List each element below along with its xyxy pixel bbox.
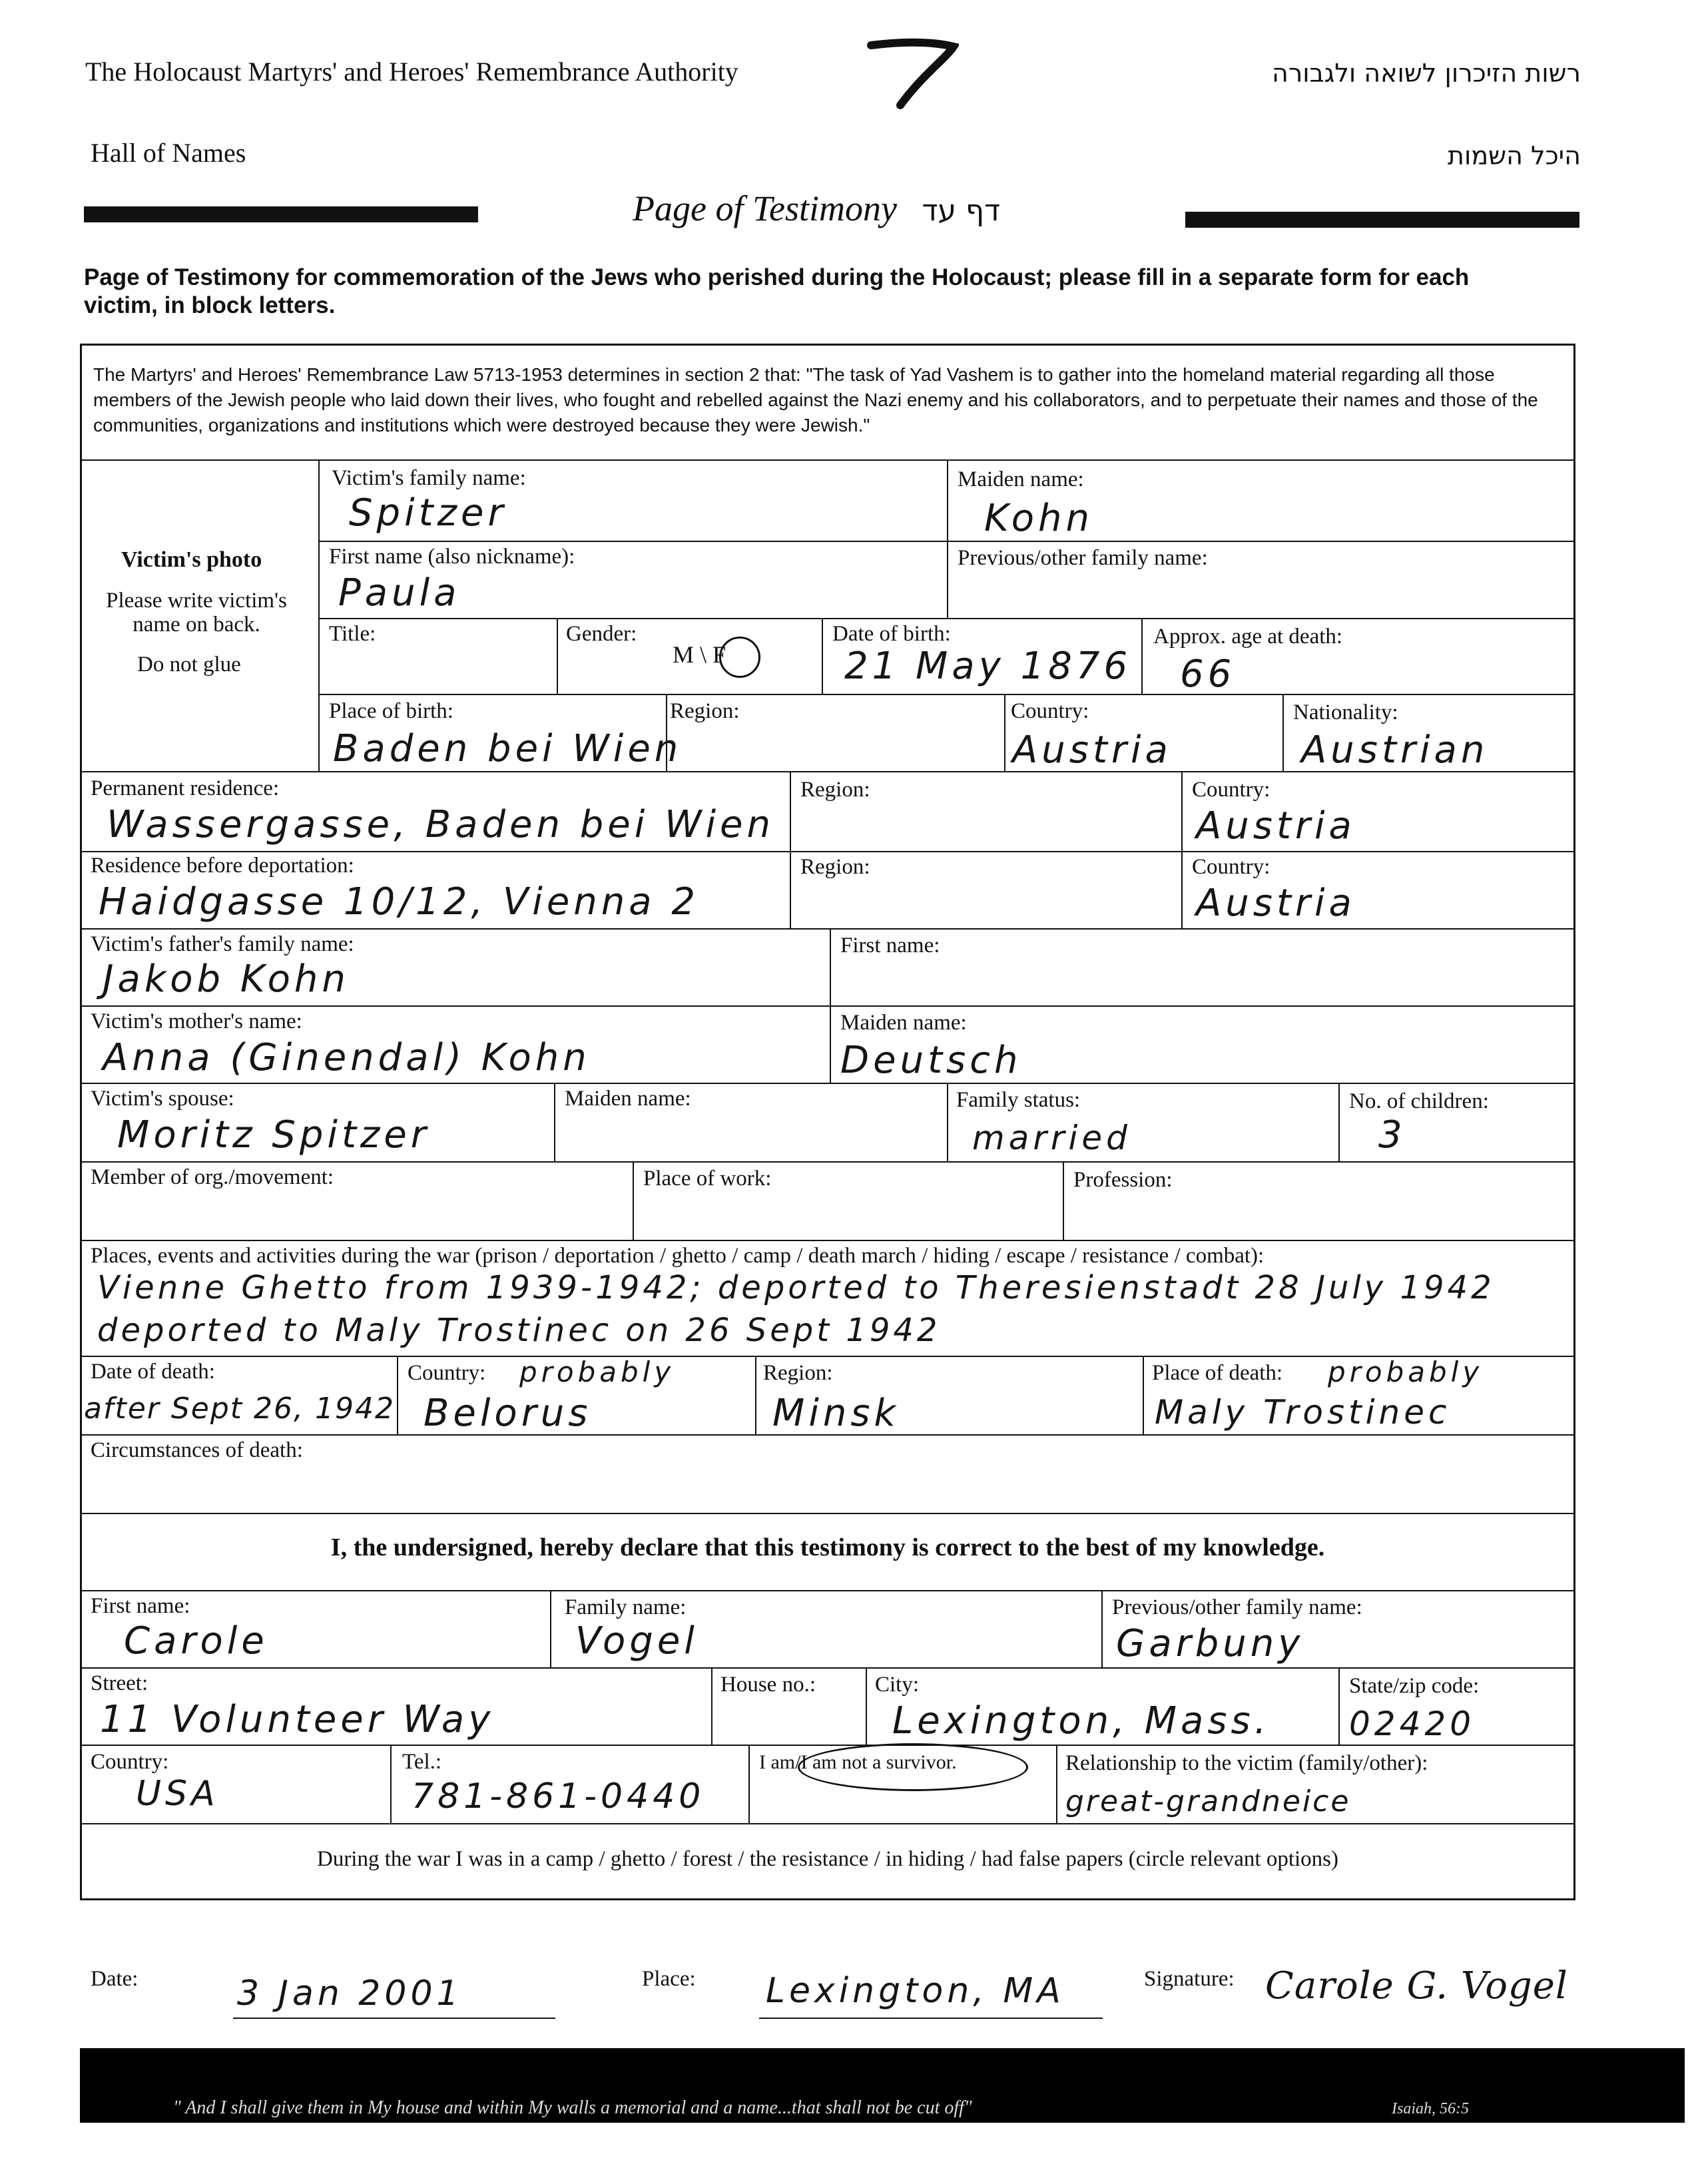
mother-maiden-label: Maiden name: bbox=[840, 1011, 967, 1035]
submitter-family-name-value[interactable]: Vogel bbox=[575, 1619, 699, 1663]
death-region-value[interactable]: Minsk bbox=[772, 1392, 900, 1435]
title-label: Title: bbox=[329, 622, 376, 646]
gender-options[interactable]: M \ F bbox=[673, 641, 726, 668]
telephone-value[interactable]: 781-861-0440 bbox=[412, 1776, 705, 1816]
photo-heading: Victim's photo bbox=[121, 547, 262, 572]
page-title-english: Page of Testimony bbox=[633, 188, 897, 228]
circumstances-label: Circumstances of death: bbox=[91, 1438, 303, 1462]
relationship-value[interactable]: great-grandneice bbox=[1065, 1784, 1351, 1818]
survivor-status[interactable]: I am/I am not a survivor. bbox=[759, 1751, 957, 1773]
residence-before-label: Residence before deportation: bbox=[91, 854, 354, 878]
signoff-date-value[interactable]: 3 Jan 2001 bbox=[237, 1974, 463, 2014]
footer-quote-source: Isaiah, 56:5 bbox=[1392, 2100, 1469, 2117]
place-of-work-label: Place of work: bbox=[643, 1167, 772, 1191]
street-value[interactable]: 11 Volunteer Way bbox=[100, 1698, 495, 1741]
first-name-value[interactable]: Paula bbox=[338, 571, 461, 615]
date-of-death-label: Date of death: bbox=[91, 1360, 215, 1384]
signoff-place-value[interactable]: Lexington, MA bbox=[766, 1971, 1065, 2011]
mother-value[interactable]: Anna (Ginendal) Kohn bbox=[103, 1036, 591, 1079]
death-place-note: probably bbox=[1328, 1356, 1484, 1388]
pob-value[interactable]: Baden bei Wien bbox=[333, 727, 683, 770]
maiden-name-label: Maiden name: bbox=[958, 467, 1084, 491]
city-value[interactable]: Lexington, Mass. bbox=[892, 1699, 1270, 1743]
relationship-label: Relationship to the victim (family/other): bbox=[1065, 1751, 1428, 1775]
children-label: No. of children: bbox=[1349, 1089, 1489, 1113]
telephone-label: Tel.: bbox=[402, 1750, 442, 1774]
signature[interactable]: Carole G. Vogel bbox=[1265, 1964, 1568, 2008]
date-underline bbox=[233, 2018, 555, 2019]
maiden-name-value[interactable]: Kohn bbox=[984, 497, 1093, 540]
birth-country-value[interactable]: Austria bbox=[1012, 728, 1172, 772]
dob-value[interactable]: 21 May 1876 bbox=[844, 645, 1132, 688]
submitter-first-name-value[interactable]: Carole bbox=[124, 1619, 268, 1663]
not-survivor-circle bbox=[798, 1743, 1028, 1791]
hall-of-names-english: Hall of Names bbox=[91, 138, 246, 168]
date-of-death-value[interactable]: after Sept 26, 1942 bbox=[84, 1392, 395, 1426]
gender-female-circle bbox=[719, 637, 760, 678]
org-name-english: The Holocaust Martyrs' and Heroes' Remembrance Authority bbox=[85, 57, 738, 87]
death-country-value[interactable]: Belorus bbox=[424, 1392, 592, 1435]
declaration-text: I, the undersigned, hereby declare that this testimony is correct to the best of my knowledge. bbox=[330, 1533, 1325, 1561]
perm-country-label: Country: bbox=[1192, 778, 1270, 802]
spouse-value[interactable]: Moritz Spitzer bbox=[117, 1113, 430, 1157]
form-intro: Page of Testimony for commemoration of the Jews who perished during the Holocaust; please fill in a separate form for each victim, in block letters. bbox=[84, 264, 1470, 318]
res-region-label: Region: bbox=[800, 855, 870, 879]
profession-label: Profession: bbox=[1073, 1168, 1173, 1192]
signoff-place-label: Place: bbox=[642, 1967, 696, 1991]
state-zip-value[interactable]: 02420 bbox=[1349, 1705, 1476, 1743]
previous-name-label: Previous/other family name: bbox=[958, 546, 1208, 570]
nationality-value[interactable]: Austrian bbox=[1301, 728, 1489, 772]
father-label: Victim's father's family name: bbox=[91, 932, 354, 956]
permanent-residence-value[interactable]: Wassergasse, Baden bei Wien bbox=[107, 803, 774, 846]
first-name-label: First name (also nickname): bbox=[329, 545, 575, 569]
footer-quote: " And I shall give them in My house and within My walls a memorial and a name...that shall not be cut off" bbox=[173, 2097, 972, 2118]
page-title bbox=[633, 188, 1000, 229]
org-name-hebrew: רשות הזיכרון לשואה ולגבורה bbox=[1272, 59, 1581, 88]
spouse-label: Victim's spouse: bbox=[91, 1087, 234, 1111]
family-name-value[interactable]: Spitzer bbox=[349, 491, 507, 535]
submitter-first-name-label: First name: bbox=[91, 1594, 190, 1618]
residence-before-value[interactable]: Haidgasse 10/12, Vienna 2 bbox=[99, 880, 700, 924]
handwritten-lamed-mark bbox=[866, 33, 959, 113]
res-country-label: Country: bbox=[1192, 855, 1270, 879]
signature-label: Signature: bbox=[1144, 1967, 1235, 1991]
remembrance-law-text: The Martyrs' and Heroes' Remembrance Law 5713-1953 determines in section 2 that: "The task of Yad Vashem is to gather into the homeland material regarding all those members of the Jewish people who laid down their lives, who fought and rebelled against the Nazi enemy and his collaborators, and to perpetuate their names and those of the communities, organizations and institutions which were destroyed because they were Jewish." bbox=[93, 364, 1538, 435]
family-status-value[interactable]: married bbox=[972, 1119, 1131, 1157]
birth-country-label: Country: bbox=[1011, 699, 1089, 723]
war-activities-label: Places, events and activities during the war (prison / deportation / ghetto / camp / death march / hiding / escape / resistance / combat): bbox=[91, 1244, 1265, 1268]
family-name-label: Victim's family name: bbox=[332, 466, 526, 490]
signoff-date-label: Date: bbox=[91, 1967, 139, 1991]
hall-of-names-hebrew: היכל השמות bbox=[1448, 141, 1581, 170]
during-war-options[interactable]: During the war I was in a camp / ghetto / forest / the resistance / in hiding / had false papers (circle relevant options) bbox=[316, 1847, 1338, 1871]
spouse-maiden-label: Maiden name: bbox=[565, 1087, 691, 1111]
age-label: Approx. age at death: bbox=[1153, 625, 1343, 649]
submitter-country-value[interactable]: USA bbox=[136, 1774, 219, 1814]
house-number-label: House no.: bbox=[720, 1673, 816, 1697]
street-label: Street: bbox=[91, 1671, 148, 1695]
age-value[interactable]: 66 bbox=[1180, 653, 1236, 696]
submitter-previous-name-label: Previous/other family name: bbox=[1112, 1595, 1362, 1619]
father-value[interactable]: Jakob Kohn bbox=[103, 957, 350, 1001]
city-label: City: bbox=[875, 1673, 920, 1697]
gender-label: Gender: bbox=[566, 622, 637, 646]
place-of-death-label: Place of death: bbox=[1152, 1361, 1283, 1385]
death-region-label: Region: bbox=[763, 1361, 833, 1385]
submitter-country-label: Country: bbox=[91, 1750, 169, 1774]
photo-no-glue: Do not glue bbox=[137, 653, 241, 677]
submitter-previous-name-value[interactable]: Garbuny bbox=[1116, 1622, 1304, 1665]
pob-label: Place of birth: bbox=[329, 699, 453, 723]
death-country-note: probably bbox=[519, 1356, 675, 1388]
page-title-hebrew: דף עד bbox=[922, 194, 1001, 228]
place-underline bbox=[759, 2018, 1103, 2019]
submitter-family-name-label: Family name: bbox=[565, 1595, 687, 1619]
perm-region-label: Region: bbox=[800, 778, 870, 802]
death-country-label: Country: bbox=[408, 1361, 486, 1385]
photo-instruction: Please write victim's name on back. bbox=[106, 589, 287, 637]
dob-label: Date of birth: bbox=[832, 622, 951, 646]
perm-country-value[interactable]: Austria bbox=[1196, 804, 1356, 848]
permanent-residence-label: Permanent residence: bbox=[91, 776, 280, 800]
birth-region-label: Region: bbox=[670, 699, 740, 723]
father-first-name-label: First name: bbox=[840, 934, 940, 957]
children-value[interactable]: 3 bbox=[1378, 1113, 1406, 1157]
mother-maiden-value[interactable]: Deutsch bbox=[840, 1039, 1022, 1082]
res-country-value[interactable]: Austria bbox=[1196, 882, 1356, 925]
nationality-label: Nationality: bbox=[1293, 700, 1398, 724]
header-rule-left bbox=[84, 206, 478, 222]
family-status-label: Family status: bbox=[956, 1088, 1081, 1112]
mother-label: Victim's mother's name: bbox=[91, 1009, 302, 1033]
place-of-death-value[interactable]: Maly Trostinec bbox=[1155, 1393, 1451, 1432]
war-activities-line-1[interactable]: Vienne Ghetto from 1939-1942; deported to Theresienstadt 28 July 1942 bbox=[97, 1269, 1495, 1306]
org-label: Member of org./movement: bbox=[91, 1165, 334, 1189]
header-rule-right bbox=[1185, 212, 1579, 228]
state-zip-label: State/zip code: bbox=[1349, 1674, 1480, 1698]
war-activities-line-2[interactable]: deported to Maly Trostinec on 26 Sept 1942 bbox=[97, 1312, 941, 1349]
